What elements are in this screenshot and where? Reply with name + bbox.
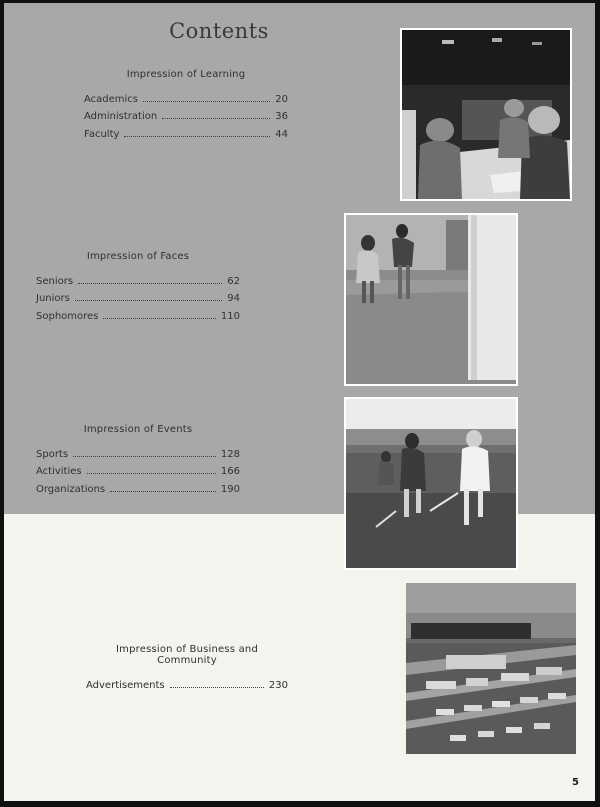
entry-page-number: 44: [275, 128, 288, 140]
toc-section-faces: [36, 251, 240, 322]
toc-entry-organizations[interactable]: [36, 477, 240, 495]
dot-leader: [87, 473, 216, 474]
entry-page-number: 128: [220, 448, 240, 460]
entry-page-number: 62: [227, 275, 240, 287]
dot-leader: [78, 283, 222, 284]
toc-entry-juniors[interactable]: [36, 287, 240, 305]
toc-entry-seniors[interactable]: [36, 269, 240, 287]
dot-leader: [110, 491, 216, 492]
toc-section-events: [36, 424, 240, 495]
section-heading: Impression of Faces: [86, 251, 190, 262]
entry-page-number: 20: [275, 93, 288, 105]
hallway-photo-image: [346, 215, 516, 384]
entry-page-number: 166: [220, 466, 240, 477]
entry-label: Organizations: [36, 483, 106, 495]
toc-section-learning: [84, 69, 288, 140]
entry-label: Academics: [84, 93, 139, 105]
dot-leader: [75, 300, 222, 301]
toc-entry-administration[interactable]: [84, 105, 288, 123]
entry-label: Advertisements: [86, 679, 165, 691]
photo-hallway: [344, 213, 518, 386]
toc-entry-advertisements[interactable]: [86, 673, 288, 691]
entry-label: Sports: [36, 448, 69, 460]
section-heading: Impression of Business and Community: [115, 644, 259, 666]
entry-page-number: 230: [268, 679, 288, 691]
dot-leader: [124, 136, 270, 137]
toc-entry-activities[interactable]: [36, 460, 240, 478]
yearbook-page: [4, 3, 595, 801]
entry-page-number: 190: [220, 483, 240, 495]
section-heading: Impression of Learning: [126, 69, 246, 80]
dot-leader: [73, 456, 216, 457]
entry-page-number: 110: [220, 310, 240, 322]
toc-section-business: [86, 644, 288, 691]
page-title: Contents: [169, 19, 269, 43]
entry-page-number: 94: [227, 293, 240, 304]
entry-label: Activities: [36, 466, 82, 477]
toc-entry-sophomores[interactable]: [36, 304, 240, 322]
photo-aerial-neighborhood: [406, 583, 576, 754]
page-number: 5: [572, 777, 579, 788]
entry-label: Juniors: [36, 293, 70, 304]
toc-entry-sports[interactable]: [36, 442, 240, 460]
toc-entry-academics[interactable]: [84, 87, 288, 105]
dot-leader: [170, 687, 264, 688]
section-heading: Impression of Events: [83, 424, 193, 435]
aerial-photo-image: [406, 583, 576, 754]
classroom-photo-image: [402, 30, 570, 199]
entry-page-number: 36: [275, 111, 288, 122]
photo-field-hockey: [344, 397, 518, 570]
toc-entry-faculty[interactable]: [84, 122, 288, 140]
entry-label: Sophomores: [36, 310, 99, 322]
dot-leader: [103, 318, 216, 319]
field-hockey-photo-image: [346, 399, 516, 568]
entry-label: Administration: [84, 111, 158, 122]
entry-label: Seniors: [36, 275, 74, 287]
dot-leader: [162, 118, 270, 119]
entry-label: Faculty: [84, 128, 120, 140]
photo-classroom: [400, 28, 572, 201]
dot-leader: [143, 101, 270, 102]
